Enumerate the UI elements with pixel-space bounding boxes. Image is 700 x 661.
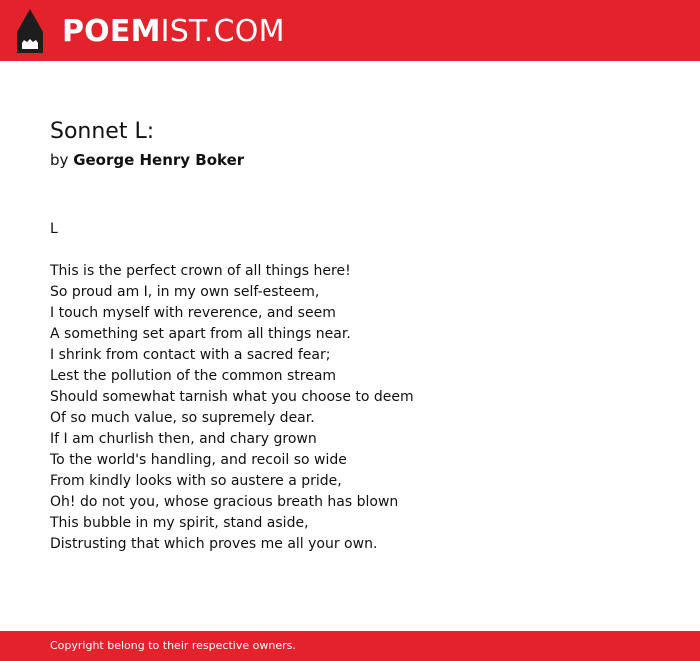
- site-logo-text: [62, 14, 285, 49]
- pencil-icon: [17, 9, 43, 53]
- site-header: [0, 0, 700, 61]
- poem-line: If I am churlish then, and chary grown: [50, 431, 317, 447]
- logo-text-light: IST.COM: [160, 14, 285, 49]
- poem-line: This is the perfect crown of all things here!: [50, 263, 351, 279]
- poem-line: Should somewhat tarnish what you choose to deem: [50, 389, 414, 405]
- byline-prefix: by: [50, 151, 69, 169]
- poem-line: From kindly looks with so austere a pride,: [50, 473, 342, 489]
- poem-title: Sonnet L:: [50, 119, 155, 144]
- poem-line: I shrink from contact with a sacred fear;: [50, 347, 331, 363]
- poem-content: [50, 117, 650, 552]
- author-name: George Henry Boker: [73, 151, 245, 169]
- sonnet-numeral: L: [50, 221, 58, 237]
- poem-body: [50, 219, 414, 555]
- logo-text-bold: POEM: [62, 14, 161, 49]
- poem-line: Distrusting that which proves me all your own.: [50, 536, 378, 552]
- poem-line: I touch myself with reverence, and seem: [50, 305, 336, 321]
- copyright-text: Copyright belong to their respective owners.: [50, 639, 296, 652]
- poem-line: Of so much value, so supremely dear.: [50, 410, 315, 426]
- poem-line: So proud am I, in my own self-esteem,: [50, 284, 320, 300]
- site-footer: [0, 631, 700, 661]
- poem-line: This bubble in my spirit, stand aside,: [50, 515, 309, 531]
- poem-line: A something set apart from all things near.: [50, 326, 351, 342]
- poem-line: Lest the pollution of the common stream: [50, 368, 337, 384]
- poem-line: To the world's handling, and recoil so wide: [50, 452, 347, 468]
- poem-line: Oh! do not you, whose gracious breath has blown: [50, 494, 399, 510]
- site-logo-link[interactable]: [17, 9, 285, 53]
- poem-byline: [50, 150, 650, 170]
